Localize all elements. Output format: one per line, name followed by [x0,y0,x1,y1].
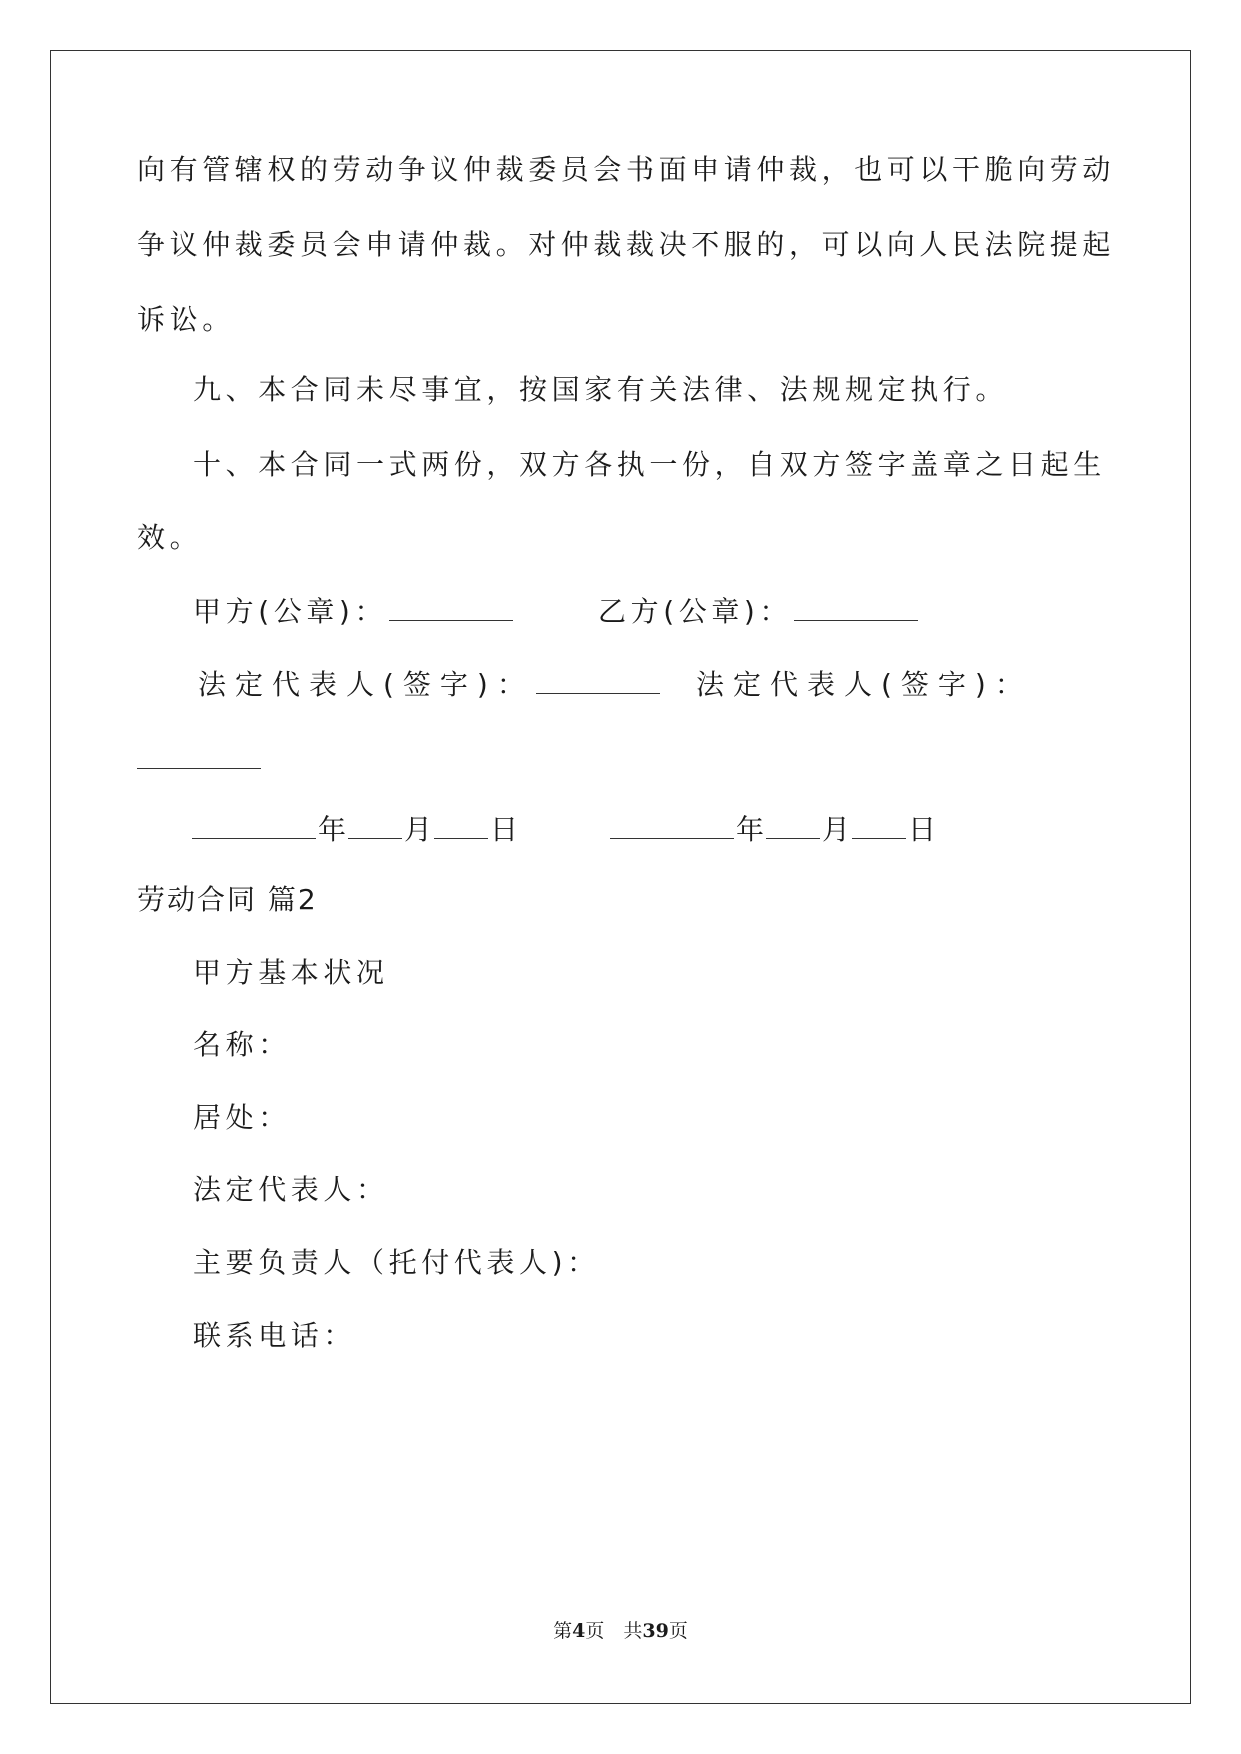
year-a-blank [192,837,316,839]
field-name: 名称： [193,1028,291,1061]
footer-suffix: 页 [668,1620,688,1642]
year-b-label: 年 [736,813,765,846]
month-b-blank [766,837,820,839]
month-a-blank [348,837,402,839]
body-line: 向有管辖权的劳动争议仲裁委员会书面申请仲裁，也可以干脆向劳动 [137,153,1116,186]
body-line: 争议仲裁委员会申请仲裁。对仲裁裁决不服的，可以向人民法院提起 [137,228,1116,261]
party-a-seal-label: 甲方(公章)： [193,595,388,628]
section-title: 劳动合同 篇2 [137,883,318,916]
rep-b-label: 法定代表人(签字)： [696,668,1032,701]
rep-b-blank [137,767,261,769]
field-party-a-basic: 甲方基本状况 [193,956,389,989]
date-b-row [608,810,936,850]
rep-b-row [696,665,1032,705]
body-line: 效。 [137,521,203,554]
footer-mid: 页 共 [585,1620,643,1642]
field-phone: 联系电话： [193,1319,357,1352]
footer-prefix: 第 [553,1620,573,1642]
day-b-blank [852,837,906,839]
field-legal-rep: 法定代表人： [193,1173,389,1206]
day-a-label: 日 [490,813,519,846]
page-footer [0,1616,1241,1643]
rep-a-label: 法定代表人(签字)： [198,668,534,701]
year-b-blank [610,837,734,839]
body-line: 诉讼。 [137,303,235,336]
clause-ten: 十、本合同一式两份，双方各执一份，自双方签字盖章之日起生 [193,448,1106,481]
footer-total-pages: 39 [642,1620,669,1642]
party-b-seal-blank [794,619,918,621]
day-b-label: 日 [908,813,937,846]
party-b-seal-label: 乙方(公章)： [598,595,793,628]
rep-a-row [198,665,662,705]
month-a-label: 月 [404,813,433,846]
month-b-label: 月 [822,813,851,846]
footer-page-number: 4 [572,1620,586,1642]
rep-a-blank [536,692,660,694]
date-a-row [190,810,518,850]
field-principal: 主要负责人（托付代表人)： [193,1246,600,1279]
party-a-seal-blank [389,619,513,621]
party-b-seal-row [598,592,920,632]
party-a-seal-row [193,592,515,632]
field-residence: 居处： [193,1101,291,1134]
clause-nine: 九、本合同未尽事宜，按国家有关法律、法规规定执行。 [193,373,1009,406]
day-a-blank [434,837,488,839]
page-border [50,50,1191,1704]
rep-b-blank-row [135,740,263,780]
year-a-label: 年 [318,813,347,846]
